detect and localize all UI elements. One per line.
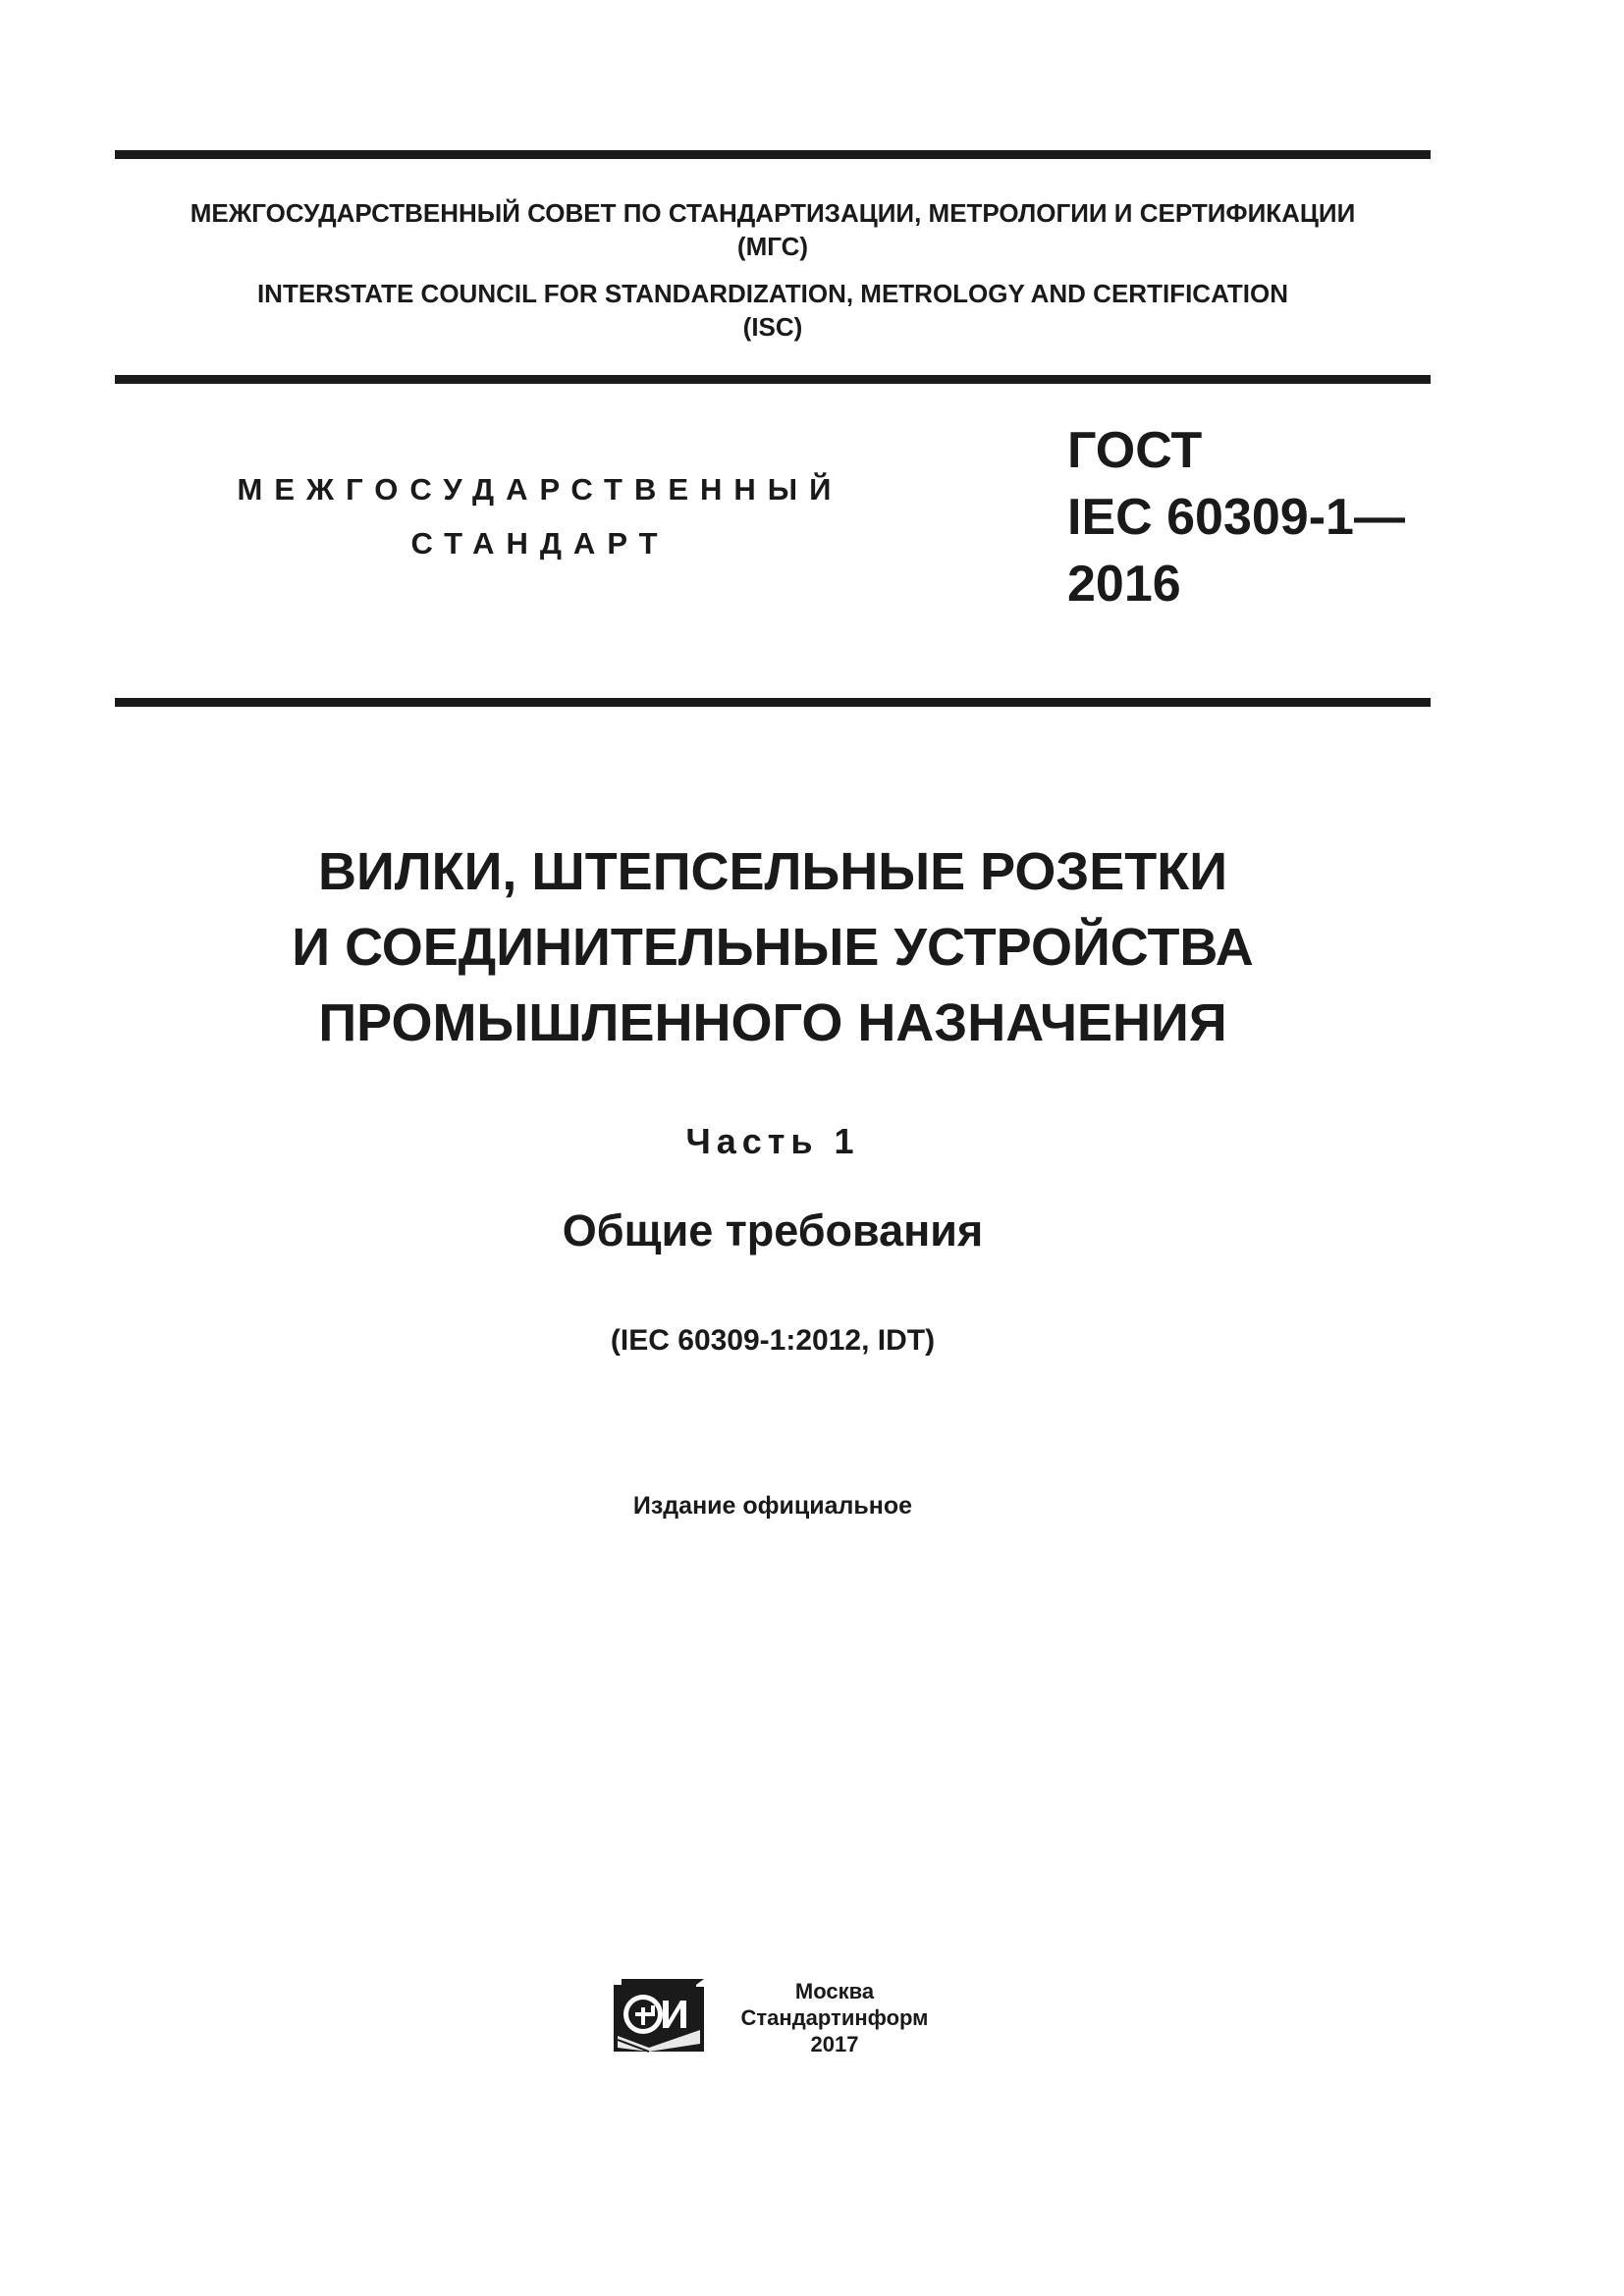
part-number: Часть 1 [685, 1121, 860, 1161]
standard-number-line-1: ГОСТ [1067, 422, 1203, 479]
standard-number-line-2: IEC 60309-1— [1067, 489, 1405, 546]
header-rule [115, 375, 1431, 384]
standard-type-line-1: МЕЖГОСУДАРСТВЕННЫЙ [237, 472, 843, 507]
council-name-english [115, 277, 1431, 344]
imprint-year: 2017 [810, 2032, 859, 2056]
council-name-ru-line: МЕЖГОСУДАРСТВЕННЫЙ СОВЕТ ПО СТАНДАРТИЗАЦИИ, МЕТРОЛОГИИ И СЕРТИФИКАЦИИ [189, 198, 1356, 228]
council-name-russian [115, 196, 1431, 263]
document-title-line-1: ВИЛКИ, ШТЕПСЕЛЬНЫЕ РОЗЕТКИ [317, 842, 1228, 901]
council-name-en-line: INTERSTATE COUNCIL FOR STANDARDIZATION, METROLOGY AND CERTIFICATION [256, 279, 1289, 308]
document-title-line-3: ПРОМЫШЛЕННОГО НАЗНАЧЕНИЯ [318, 993, 1227, 1052]
standard-type-line-2: СТАНДАРТ [410, 526, 670, 561]
document-title-line-2: И СОЕДИНИТЕЛЬНЫЕ УСТРОЙСТВА [292, 918, 1254, 977]
section-rule [115, 698, 1431, 707]
edition-note: Издание официальное [632, 1492, 913, 1520]
document-subtitle: Общие требования [562, 1205, 984, 1255]
imprint-city: Москва [794, 1979, 875, 2003]
imprint-publisher: Стандартинформ [740, 2005, 929, 2030]
council-abbreviation-en: (ISC) [742, 312, 803, 342]
top-rule [115, 150, 1431, 159]
standard-number-line-3: 2016 [1067, 556, 1181, 613]
iec-reference: (IEC 60309-1:2012, IDT) [610, 1324, 936, 1357]
council-abbreviation-ru: (МГС) [736, 232, 809, 261]
publisher-logo-icon [610, 1975, 708, 2056]
